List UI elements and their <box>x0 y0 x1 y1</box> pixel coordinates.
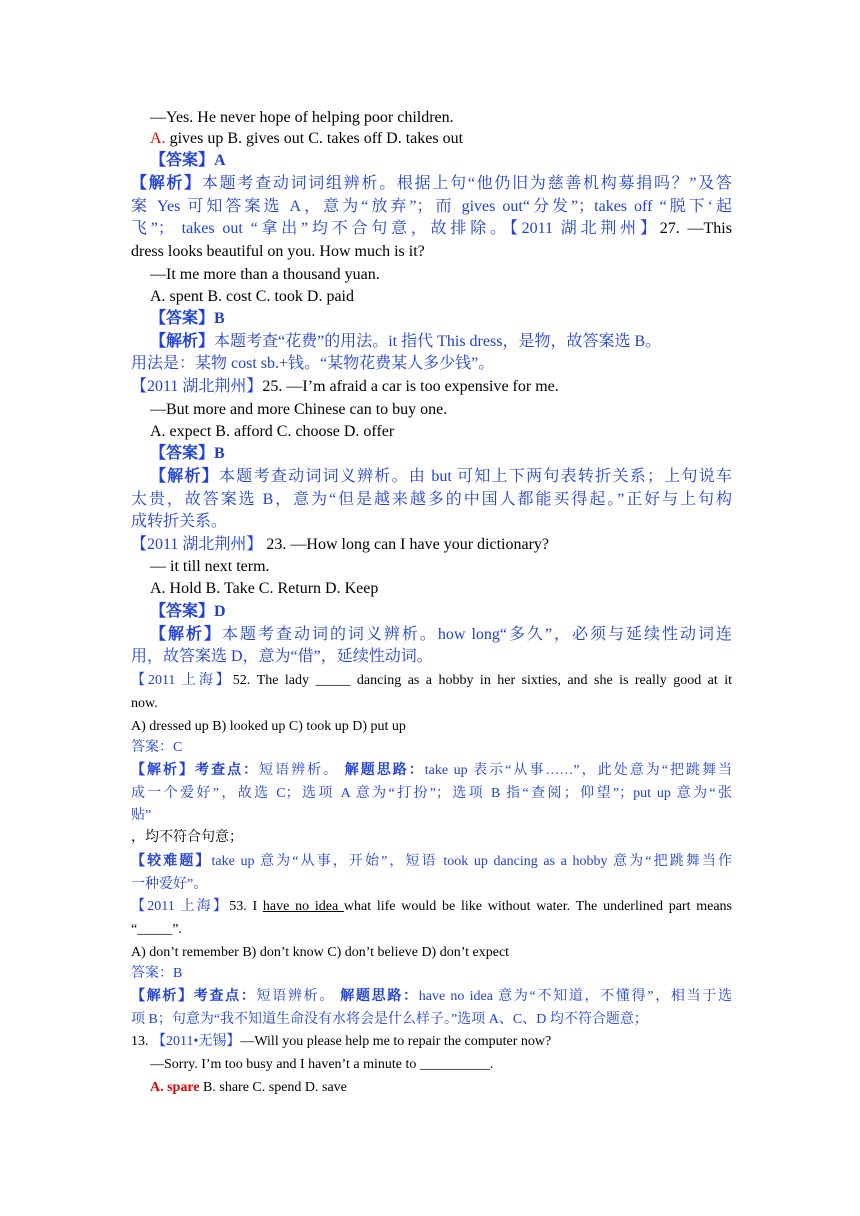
q3-question <box>131 376 731 398</box>
q5-question-text1: 52. The lady _____ dancing as a hobby in her sixties, and she is really good at it <box>232 673 733 688</box>
q3-source: 【2011 湖北荆州】 <box>131 378 263 395</box>
q6-underlined-phrase: have no idea <box>262 899 344 914</box>
q2-question-start: 27. —This <box>659 220 732 237</box>
q5-explanation-line3: 贴” <box>131 808 152 823</box>
q3-explanation-line3: 成转折关系。 <box>131 513 228 530</box>
q5-hard-tag: 【较难题】 <box>131 854 212 869</box>
q5-explanation-line1 <box>131 760 732 782</box>
q4-explanation-tag: 【解析】 <box>150 626 222 643</box>
q2-question-cont: dress looks beautiful on you. How much is it? <box>131 243 425 260</box>
q6-answer: 答案：B <box>131 966 183 981</box>
q3-explanation-tag: 【解析】 <box>150 468 220 485</box>
q6-explanation-tag2: 解题思路： <box>340 989 419 1004</box>
q6-question-post: what life would be like without water. The underlined part means <box>343 899 732 914</box>
q4-answer: 【答案】D <box>150 603 226 620</box>
q3-question-text: 25. —I’m afraid a car is too expensive for me. <box>262 378 559 395</box>
q6-explanation-text1: have no idea 意为“不知道，不懂得”，相当于选 <box>418 989 733 1004</box>
q7-number: 13. <box>131 1034 152 1049</box>
q6-explanation-line1 <box>131 986 732 1008</box>
q6-source: 【2011 上海】 <box>131 899 230 914</box>
q6-question-line1 <box>131 896 732 918</box>
q4-question-text: 23. —How long can I have your dictionary? <box>262 536 550 553</box>
q2-answer: 【答案】B <box>150 310 225 327</box>
q4-explanation-text1: 本题考查动词的词义辨析。how long“多久”，必须与延续性动词连 <box>221 626 732 643</box>
q4-source: 【2011 湖北荆州】 <box>131 536 263 553</box>
q3-explanation-line2: 太贵，故答案选 B，意为“但是越来越多的中国人都能买得起。”正好与上句构 <box>131 491 732 508</box>
q4-explanation-line1 <box>150 624 732 646</box>
q1-option-a: A. <box>150 130 166 147</box>
q5-answer: 答案：C <box>131 740 183 755</box>
q7-question <box>131 1031 731 1053</box>
q5-explanation-a: 短语辨析。 <box>259 763 345 778</box>
q1-stem: —Yes. He never hope of helping poor children. <box>150 109 454 126</box>
q5-explanation-line4: ，均不符合句意； <box>131 830 243 845</box>
q5-explanation-text1: take up 表示“从事……”，此处意为“把跳舞当 <box>424 763 733 778</box>
q5-options: A) dressed up B) looked up C) took up D) put up <box>131 719 406 734</box>
q3-options: A. expect B. afford C. choose D. offer <box>150 423 395 440</box>
q5-explanation-tag2: 解题思路： <box>344 763 425 778</box>
q1-explanation-line2: 案 Yes 可知答案选 A，意为“放弃”；而 gives out“分发”；takes off “脱下‘起 <box>131 198 732 215</box>
q1-explanation-text3: 飞”； takes out “拿出”均不合句意，故排除。【2011 湖北荆州】 <box>131 220 660 237</box>
q5-explanation-tag: 【解析】考查点： <box>131 763 260 778</box>
q1-explanation-line1 <box>131 173 732 195</box>
q3-stem: —But more and more Chinese can to buy one. <box>150 401 448 418</box>
q3-explanation-line1 <box>150 466 732 488</box>
q5-hard-line1 <box>131 851 732 873</box>
q6-explanation-tag: 【解析】考查点： <box>131 989 257 1004</box>
q4-explanation-line2: 用，故答案选 D，意为“借”，延续性动词。 <box>131 648 433 665</box>
q6-explanation-line2: 项 B；句意为“我不知道生命没有水将会是什么样子。”选项 A、C、D 均不符合题意； <box>131 1012 648 1027</box>
q2-explanation-text1: 本题考查“花费”的用法。it 指代 This dress，是物，故答案选 B。 <box>214 333 662 350</box>
q5-hard-line2: 一种爱好”。 <box>131 877 208 892</box>
q4-options: A. Hold B. Take C. Return D. Keep <box>150 580 379 597</box>
q1-explanation-text1: 本题考查动词词组辨析。根据上句“他仍旧为慈善机构募捐吗？”及答 <box>201 175 732 192</box>
q1-options <box>150 128 750 150</box>
q2-explanation-tag: 【解析】 <box>150 333 215 350</box>
q4-question <box>131 534 731 556</box>
q7-question-text: —Will you please help me to repair the computer now? <box>240 1034 552 1049</box>
q5-hard-text1: take up 意为“从事，开始”，短语 took up dancing as a hobby 意为“把跳舞当作 <box>211 854 733 869</box>
q2-explanation-line1 <box>150 331 750 353</box>
q3-explanation-text1: 本题考查动词词义辨析。由 but 可知上下两句表转折关系；上句说车 <box>219 468 732 485</box>
q2-stem: —It me more than a thousand yuan. <box>150 266 380 283</box>
q6-explanation-a: 短语辨析。 <box>256 989 341 1004</box>
q7-stem: —Sorry. I’m too busy and I haven’t a minute to __________. <box>150 1057 494 1072</box>
q7-source: 【2011•无锡】 <box>152 1034 241 1049</box>
q1-explanation-line3 <box>131 218 732 240</box>
q2-explanation-line2: 用法是：某物 cost sb.+钱。“某物花费某人多少钱”。 <box>131 355 495 372</box>
q1-answer: 【答案】A <box>150 152 226 169</box>
q3-answer: 【答案】B <box>150 445 225 462</box>
q7-option-a: A. spare <box>150 1080 200 1095</box>
q1-options-rest: gives up B. gives out C. takes off D. takes out <box>165 130 464 147</box>
q5-explanation-line2: 成一个爱好”，故选 C；选项 A 意为“打扮”；选项 B 指“查阅；仰望”；put up 意为“张 <box>131 786 732 801</box>
q6-question-pre: 53. I <box>229 899 263 914</box>
q6-question-line2: “_____”. <box>131 922 182 937</box>
q5-question-line2: now. <box>131 696 158 711</box>
q7-options-rest: B. share C. spend D. save <box>199 1080 347 1095</box>
q7-options <box>150 1077 750 1099</box>
q4-stem: — it till next term. <box>150 558 270 575</box>
q2-options: A. spent B. cost C. took D. paid <box>150 288 354 305</box>
q6-options: A) don’t remember B) don’t know C) don’t believe D) don’t expect <box>131 945 510 960</box>
q5-source: 【2011 上海】 <box>131 673 233 688</box>
q1-explanation-tag: 【解析】 <box>131 175 202 192</box>
q5-question-line1 <box>131 670 732 692</box>
